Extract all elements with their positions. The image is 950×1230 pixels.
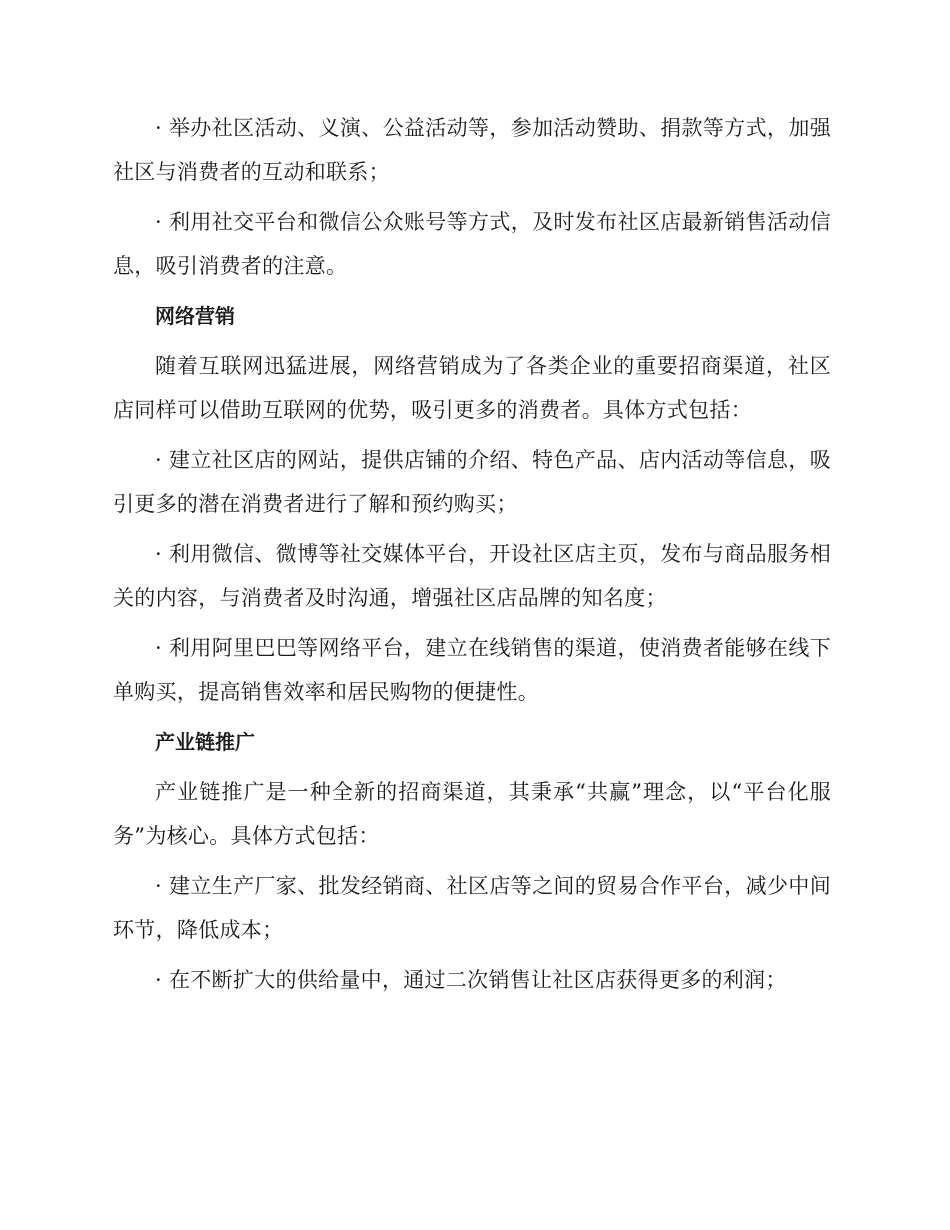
- bullet-trade-platform: · 建立生产厂家、批发经销商、社区店等之间的贸易合作平台，减少中间环节，降低成本；: [113, 874, 831, 942]
- bullet-social-platform: · 利用社交平台和微信公众账号等方式，及时发布社区店最新销售活动信息，吸引消费者的注意。: [113, 210, 831, 278]
- bullet-community-events: · 举办社区活动、义演、公益活动等，参加活动赞助、捐款等方式，加强社区与消费者的互动和联系；: [113, 116, 831, 184]
- bullet-alibaba: · 利用阿里巴巴等网络平台，建立在线销售的渠道，使消费者能够在线下单购买，提高销售效率和居民购物的便捷性。: [113, 636, 831, 704]
- bullet-secondary-sales: · 在不断扩大的供给量中，通过二次销售让社区店获得更多的利润；: [155, 968, 787, 992]
- document-body: [113, 106, 831, 1008]
- para-online-marketing-intro: 随着互联网迅猛进展，网络营销成为了各类企业的重要招商渠道，社区店同样可以借助互联网的优势，吸引更多的消费者。具体方式包括：: [113, 354, 831, 422]
- heading-online-marketing: 网络营销: [155, 304, 235, 328]
- para-industry-chain-intro: 产业链推广是一种全新的招商渠道，其秉承“共赢”理念，以“平台化服务”为核心。具体方式包括：: [113, 780, 831, 848]
- bullet-website: · 建立社区店的网站，提供店铺的介绍、特色产品、店内活动等信息，吸引更多的潜在消费者进行了解和预约购买；: [113, 448, 831, 516]
- heading-industry-chain: 产业链推广: [155, 730, 255, 754]
- bullet-social-media: · 利用微信、微博等社交媒体平台，开设社区店主页，发布与商品服务相关的内容，与消费者及时沟通，增强社区店品牌的知名度；: [113, 542, 831, 610]
